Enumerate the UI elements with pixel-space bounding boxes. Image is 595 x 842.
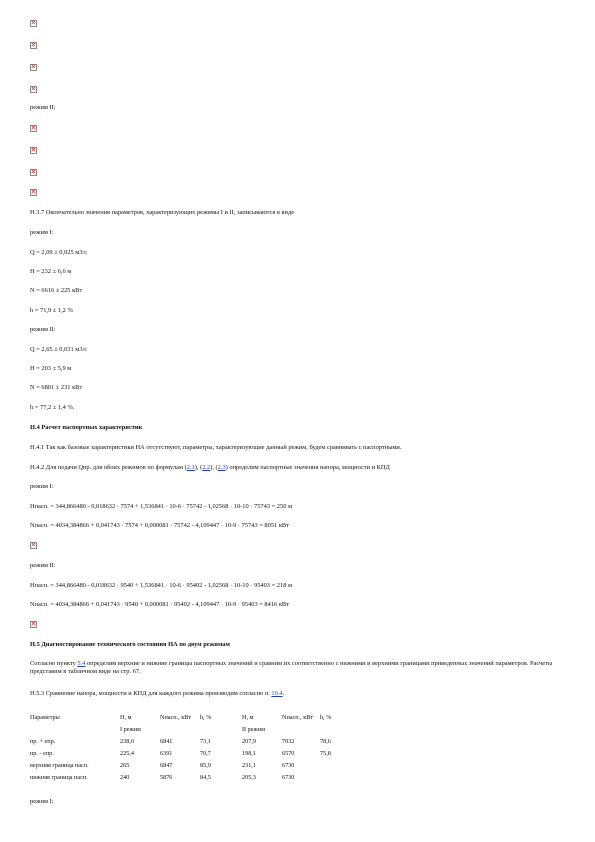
table-cell: 265: [120, 762, 130, 769]
section-heading-h5: Н.5 Диагностирование технического состояния НА по двум режимам: [30, 641, 230, 648]
table-cell: 6841: [160, 738, 173, 745]
table-cell: II режим: [242, 726, 266, 733]
formula-power-1: Nпасп. = 4034,384866 + 0,041743 · 7574 + 0,000081 · 75742 - 4,109447 · 10-9 · 75743 = 8051 кВт: [30, 522, 289, 529]
table-cell: пр. + eпр.: [30, 738, 56, 745]
clause-link[interactable]: 10.4: [271, 690, 283, 697]
value-h2: H = 203 ± 5,9 м: [30, 365, 72, 372]
table-cell: 207,9: [242, 738, 256, 745]
table-cell: 231,1: [242, 762, 256, 769]
formula-link[interactable]: 2.3: [217, 464, 226, 471]
regime-label: режим I:: [30, 483, 54, 490]
table-header-cell: h, %: [320, 714, 332, 721]
formula-power-2: Nпасп. = 4034,384866 + 0,041743 · 9540 + 0,000081 · 95402 - 4,109447 · 10-9 · 95403 = 8416 кВт: [30, 601, 289, 608]
table-cell: 238,0: [120, 738, 134, 745]
text-run: .: [282, 690, 285, 697]
broken-image-icon: [30, 189, 37, 196]
clause-link[interactable]: 5.4: [77, 660, 86, 667]
table-cell: [200, 726, 242, 738]
broken-image-icon: [30, 125, 37, 132]
broken-image-icon: [30, 147, 37, 154]
value-n2: N = 6801 ± 231 кВт: [30, 384, 83, 391]
table-row: [30, 774, 344, 786]
paragraph-h37: Н.3.7 Окончательно значения параметров, характеризующих режимы I и II, записываются в виде: [30, 209, 295, 216]
broken-image-icon: [30, 86, 37, 93]
formula-head-2: Нпасп. = 344,866480 - 0,018632 · 9540 + 1,536841 · 10-6 · 95402 - 1,02568 · 10-10 · 95403 = 218 м: [30, 582, 293, 589]
regime-label: режим I;: [30, 798, 54, 805]
broken-image-icon: [30, 64, 37, 71]
value-h1: H = 232 ± 6,6 м: [30, 268, 72, 275]
table-header-cell: Н, м: [242, 714, 254, 721]
value-eta1: h = 71,9 ± 1,2 %: [30, 307, 73, 314]
table-cell: 7032: [282, 738, 295, 745]
table-header-row: [30, 714, 344, 726]
table-header-cell: Н, м: [120, 714, 132, 721]
table-row: [30, 738, 344, 750]
regime-label: режим II:: [30, 326, 56, 333]
broken-image-icon: [30, 621, 37, 628]
text-run: ), (: [210, 464, 218, 471]
table-cell: верхняя граница пасп.: [30, 762, 89, 769]
table-header-cell: Параметры: [30, 714, 60, 721]
value-q2: Q = 2,65 ± 0,031 м3/с: [30, 346, 88, 353]
table-header-cell: h, %: [200, 714, 212, 721]
regime-label: режим II;: [30, 104, 56, 111]
table-cell: [320, 774, 344, 786]
section-heading-h4: Н.4 Расчет паспортных характеристик: [30, 424, 143, 431]
table-cell: 75,8: [320, 750, 331, 757]
table-cell: 198,1: [242, 750, 256, 757]
regime-label: режим I:: [30, 229, 54, 236]
table-cell: 85,9: [200, 762, 211, 769]
table-header-cell: Nпасп., кВт: [160, 714, 192, 721]
text-run: ) определим паспортные значения напора, мощности и КПД: [225, 464, 390, 471]
table-row: [30, 750, 344, 762]
table-cell: I режим: [120, 726, 141, 733]
table-cell: [160, 726, 200, 738]
formula-head-1: Нпасп. = 344,866480 - 0,018632 · 7574 + 1,536841 · 10-6 · 75742 - 1,02568 · 10-10 · 75743 = 250 м: [30, 503, 293, 510]
table-cell: 70,7: [200, 750, 211, 757]
table-cell: [320, 726, 344, 738]
table-cell: 6570: [282, 750, 295, 757]
table-cell: пр. - eпр.: [30, 750, 54, 757]
table-cell: [282, 726, 320, 738]
table-cell: [30, 726, 120, 738]
formula-link[interactable]: 2.1: [186, 464, 195, 471]
table-subheader-row: [30, 726, 344, 738]
text-run: Н.4.2 Для подачи Qпр. для обоих режимов по формулам (: [30, 464, 187, 471]
value-eta2: h = 77,2 ± 1,4 %.: [30, 404, 75, 411]
paragraph-h42: [30, 464, 390, 472]
table-cell: [320, 762, 344, 774]
table-cell: 240: [120, 774, 130, 781]
table-cell: 6730: [282, 762, 295, 769]
table-cell: 84,5: [200, 774, 211, 781]
table-header-cell: Nпасп., кВт: [282, 714, 314, 721]
comparison-table: [30, 714, 344, 786]
regime-label: режим II:: [30, 562, 56, 569]
table-cell: 6847: [160, 762, 173, 769]
table-cell: 205,3: [242, 774, 256, 781]
table-cell: 6391: [160, 750, 173, 757]
paragraph-h41: Н.4.1 Так как базовые характеристики НА отсутствуют, параметры, характеризующие данный режим, будем сравнивать с паспортными.: [30, 444, 402, 451]
broken-image-icon: [30, 42, 37, 49]
text-run: определим верхние и нижние границы паспортных значений и сравним их соответственно с нижними и верхними границами приведенных значений параметров. Расчеты представим в табличном виде на стр. 67.: [30, 660, 553, 675]
formula-link[interactable]: 2.2: [202, 464, 211, 471]
table-cell: 225,4: [120, 750, 134, 757]
table-cell: нижняя граница пасп.: [30, 774, 88, 781]
table-row: [30, 762, 344, 774]
paragraph-h53: [30, 690, 284, 698]
table-cell: 6730: [282, 774, 295, 781]
text-run: ), (: [194, 464, 203, 471]
table-cell: 78,6: [320, 738, 331, 745]
text-run: Согласно пункту: [30, 660, 78, 667]
value-n1: N = 6616 ± 225 кВт: [30, 287, 83, 294]
broken-image-icon: [30, 542, 37, 549]
text-run: Н.5.3 Сравнение напора, мощности и КПД для каждого режима производим согласно п.: [30, 690, 272, 697]
table-cell: 73,1: [200, 738, 211, 745]
paragraph-h5: [30, 660, 560, 676]
table-cell: 5876: [160, 774, 173, 781]
broken-image-icon: [30, 20, 37, 27]
value-q1: Q = 2,09 ± 0,025 м3/с: [30, 249, 88, 256]
broken-image-icon: [30, 169, 37, 176]
